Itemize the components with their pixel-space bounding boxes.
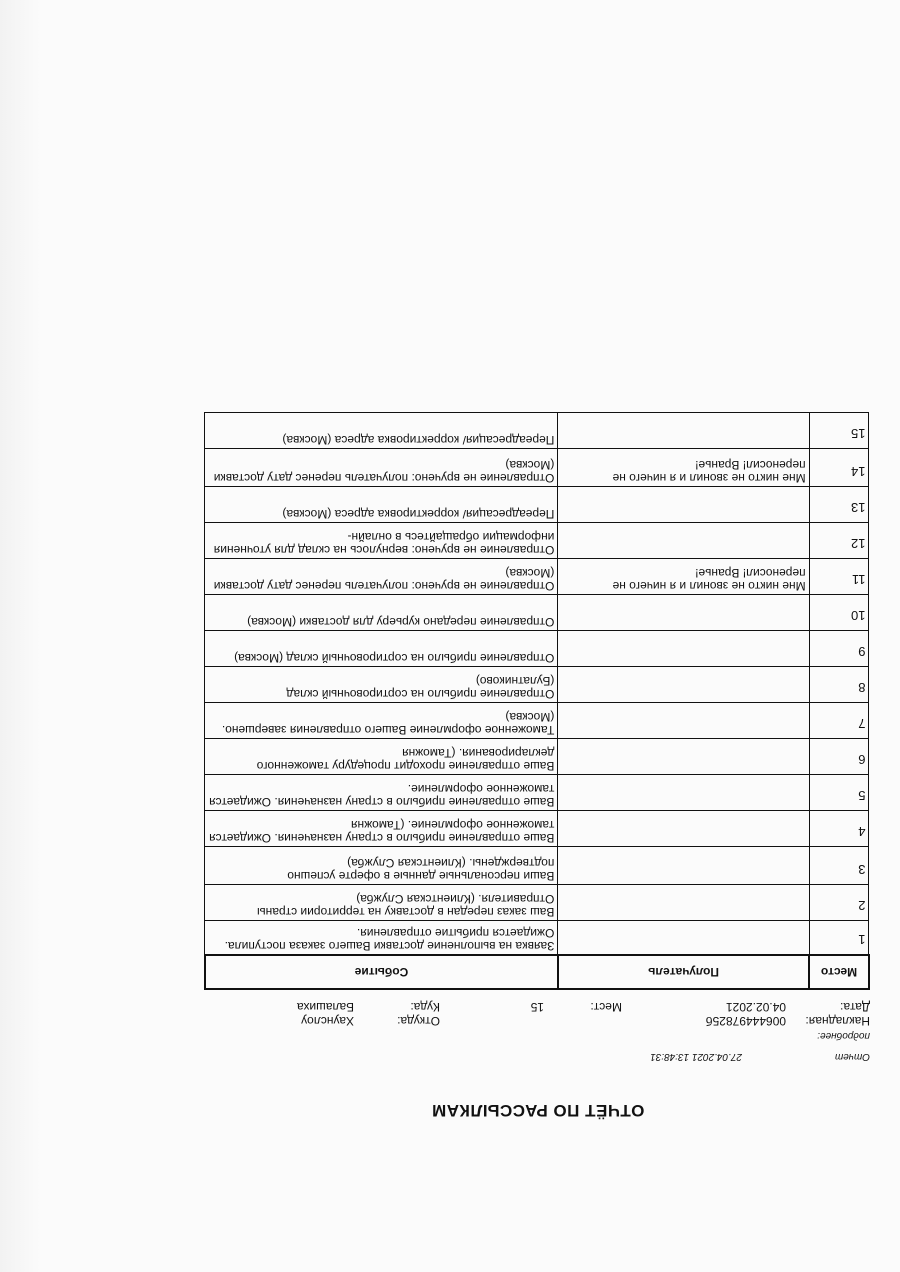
row-place: 2 [809, 885, 869, 921]
table-row [205, 811, 869, 847]
data-value: 04.02.2021 [725, 1000, 786, 1014]
row-event: Заявка на выполнение доставки Вашего заказа поступила. Ожидается прибытие отправления. [205, 921, 558, 955]
podrobnee-label: подробнее: [817, 1030, 870, 1041]
row-event: Отправление прибыло на сортировочный склад (Москва) [205, 631, 558, 667]
row-event: Ваши персональные данные в оферте успешно подтверждены. (Клиентская Служба) [205, 847, 558, 885]
row-recipient [558, 523, 809, 559]
table-row [205, 413, 869, 449]
row-event: Ваше отправление проходит процедуру таможенного декларирования. (Таможня [205, 739, 558, 775]
data-label: Дата: [840, 1000, 870, 1014]
table-row [205, 775, 869, 811]
row-place: 9 [809, 631, 869, 667]
otkuda-value: Хаунслоу [301, 1014, 354, 1028]
scan-edge-shadow [0, 0, 40, 1272]
table-row [205, 703, 869, 739]
row-event: Таможенное оформление Вашего отправления завершено. (Москва) [205, 703, 558, 739]
row-place: 15 [809, 413, 869, 449]
row-recipient [558, 631, 809, 667]
row-place: 8 [809, 667, 869, 703]
row-recipient [558, 847, 809, 885]
header-event: Событие [205, 955, 558, 989]
row-event: Отправление передано курьеру для доставки (Москва) [205, 595, 558, 631]
row-recipient [558, 595, 809, 631]
row-recipient [558, 487, 809, 523]
row-recipient [558, 921, 809, 955]
row-place: 1 [809, 921, 869, 955]
header-recipient: Получатель [558, 955, 809, 989]
row-place: 3 [809, 847, 869, 885]
otchet-datetime: 27.04.2021 13:48:31 [650, 1051, 742, 1062]
table-row [205, 559, 869, 595]
table-row [205, 523, 869, 559]
events-table [204, 413, 870, 991]
row-recipient [558, 775, 809, 811]
row-recipient [558, 811, 809, 847]
report-document [150, 280, 870, 1120]
row-event: Отправление не вручено: получатель перенес дату доставки (Москва) [205, 559, 558, 595]
header-place: Место [809, 955, 869, 989]
nakladnaya-label: Накладная: [805, 1014, 870, 1028]
row-place: 13 [809, 487, 869, 523]
kuda-label: Куда: [410, 1000, 440, 1014]
row-event: Переадресация/ корректировка адреса (Москва) [205, 487, 558, 523]
table-row [205, 595, 869, 631]
row-recipient: Мне никто не звонил и я ничего не переносил! Вранье! [558, 449, 809, 487]
table-row [205, 921, 869, 955]
row-event: Переадресация/ корректировка адреса (Москва) [205, 413, 558, 449]
report-title: ОТЧЁТ ПО РАССЫЛКАМ [431, 1101, 645, 1120]
row-recipient [558, 667, 809, 703]
kuda-value: Балашиха [296, 1000, 354, 1014]
row-recipient [558, 413, 809, 449]
row-place: 14 [809, 449, 869, 487]
table-header-row [205, 955, 869, 989]
nakladnaya-value: 00644497825б [705, 1014, 786, 1028]
row-place: 10 [809, 595, 869, 631]
otkuda-label: Откуда: [397, 1014, 440, 1028]
row-place: 12 [809, 523, 869, 559]
row-recipient [558, 703, 809, 739]
table-row [205, 487, 869, 523]
table-body [205, 413, 869, 955]
table-row [205, 847, 869, 885]
table-row [205, 667, 869, 703]
row-place: 11 [809, 559, 869, 595]
otchet-label: Отчет [834, 1051, 870, 1062]
row-event: Ваше отправление прибыло в страну назначения. Ожидается таможенное оформление. (Таможня [205, 811, 558, 847]
row-place: 5 [809, 775, 869, 811]
table-row [205, 885, 869, 921]
row-event: Ваш заказ передан в доставку на территории страны Отправителя. (Клиентская Служба) [205, 885, 558, 921]
row-place: 6 [809, 739, 869, 775]
row-event: Отправление не вручено: получатель перенес дату доставки (Москва) [205, 449, 558, 487]
row-recipient: Мне никто не звонил и я ничего не переносил! Вранье! [558, 559, 809, 595]
table-row [205, 631, 869, 667]
row-event: Отправление прибыло на сортировочный склад (Булатниково) [205, 667, 558, 703]
row-event: Отправление не вручено: вернулось на склад для уточнения информации обращайтесь в онлайн- [205, 523, 558, 559]
row-event: Ваше отправление прибыло в страну назначения. Ожидается таможенное оформление. [205, 775, 558, 811]
table-row [205, 739, 869, 775]
row-place: 7 [809, 703, 869, 739]
mest-label: Мест: [590, 1000, 622, 1014]
row-recipient [558, 739, 809, 775]
table-row [205, 449, 869, 487]
row-recipient [558, 885, 809, 921]
mest-value: 15 [530, 1000, 544, 1014]
row-place: 4 [809, 811, 869, 847]
